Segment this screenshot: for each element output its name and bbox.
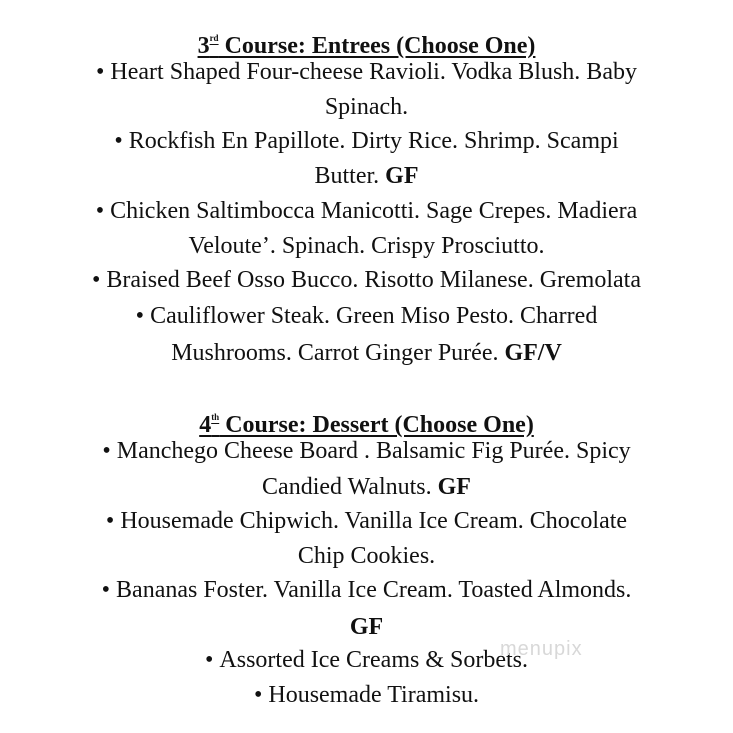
menu-item-bananas-foster: • Bananas Foster. Vanilla Ice Cream. Toasted Almonds. — [101, 577, 632, 603]
course4-heading: 4th Course: Dessert (Choose One) — [199, 412, 534, 438]
menu-item-manchego: • Manchego Cheese Board . Balsamic Fig Purée. Spicy — [102, 438, 631, 464]
menu-item-manchego-cont: Candied Walnuts. GF — [262, 474, 471, 500]
menu-item-rockfish: • Rockfish En Papillote. Dirty Rice. Shrimp. Scampi — [114, 128, 619, 154]
menu-item-rockfish-cont: Butter. GF — [314, 163, 419, 189]
watermark: menupix — [500, 638, 583, 660]
menu-item-ice-creams: • Assorted Ice Creams & Sorbets. — [204, 647, 528, 673]
menu-item-osso-bucco: • Braised Beef Osso Bucco. Risotto Milanese. Gremolata — [92, 267, 641, 293]
dietary-tag: GF — [349, 614, 384, 640]
dietary-tag: GF — [385, 163, 419, 189]
dietary-tag: GF — [437, 474, 471, 500]
dietary-tag: GF/V — [504, 340, 562, 366]
menu-item-cauliflower: • Cauliflower Steak. Green Miso Pesto. Charred — [135, 303, 598, 329]
menu-item-saltimbocca-cont: Veloute’. Spinach. Crispy Prosciutto. — [188, 233, 545, 259]
menu-item-chipwich: • Housemade Chipwich. Vanilla Ice Cream. Chocolate — [105, 508, 628, 534]
menu-item-ravioli-cont: Spinach. — [324, 94, 409, 120]
menu-item-ravioli: • Heart Shaped Four-cheese Ravioli. Vodka Blush. Baby — [96, 59, 637, 85]
course3-heading: 3rd Course: Entrees (Choose One) — [197, 33, 536, 59]
menu-item-chipwich-cont: Chip Cookies. — [297, 543, 436, 569]
menu-item-tiramisu: • Housemade Tiramisu. — [253, 682, 480, 708]
menu-item-cauliflower-cont: Mushrooms. Carrot Ginger Purée. GF/V — [171, 340, 562, 366]
menu-item-saltimbocca: • Chicken Saltimbocca Manicotti. Sage Crepes. Madiera — [95, 198, 638, 224]
